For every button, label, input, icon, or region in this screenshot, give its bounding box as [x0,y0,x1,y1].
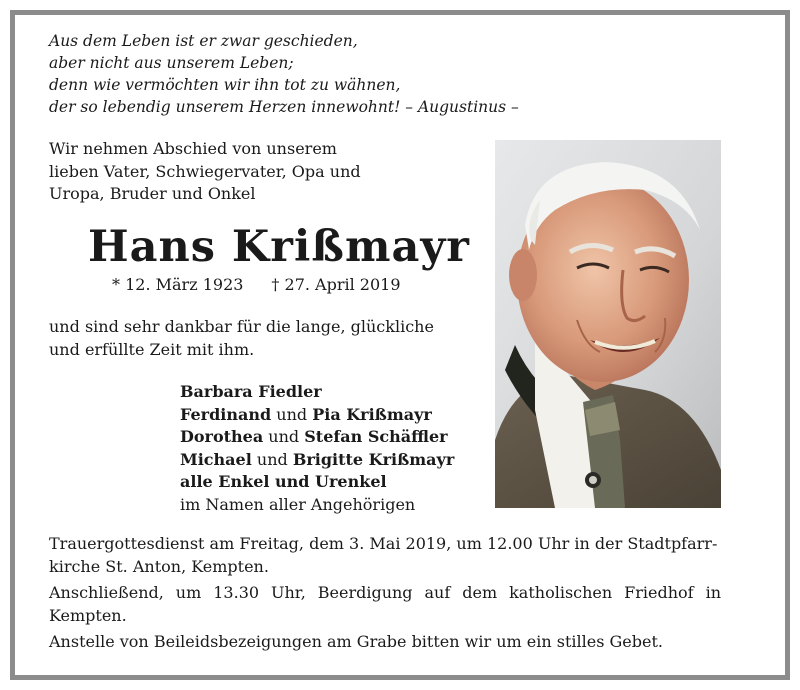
memorial-quote [49,30,519,118]
quote-line: aber nicht aus unserem Leben; [49,54,294,72]
intro-line: Wir nehmen Abschied von unserem [49,139,337,158]
birth-date: * 12. März 1923 [112,275,244,294]
mourner-line: Barbara Fiedler [180,382,322,401]
mourner-line: alle Enkel und Urenkel [180,472,387,492]
intro-line: lieben Vater, Schwiegervater, Opa und [49,161,361,181]
quote-line: der so lebendig unserem Herzen innewohnt! – Augustinus – [49,98,519,116]
quote-line: Aus dem Leben ist er zwar geschieden, [49,32,358,50]
mourner-line: Ferdinand und Pia Krißmayr [180,404,432,424]
mourners-list [180,381,454,517]
farewell-intro [49,138,361,206]
gratitude-text [49,316,434,361]
intro-line: Uropa, Bruder und Onkel [49,184,256,203]
quote-line: denn wie vermöchten wir ihn tot zu wähnen, [49,76,401,94]
mourner-line: im Namen aller Angehörigen [180,494,416,514]
burial-paragraph: Anschließend, um 13.30 Uhr, Beerdigung auf dem katholischen Friedhof in Kempten. [49,583,721,625]
deceased-name: Hans Krißmayr [88,222,470,272]
service-paragraph: Trauergottesdienst am Freitag, dem 3. Mai 2019, um 12.00 Uhr in der Stadtpfarr- kirche St. Anton, Kempten. [49,534,718,576]
gratitude-line: und erfüllte Zeit mit ihm. [49,339,255,359]
mourner-line: Michael und Brigitte Krißmayr [180,449,455,469]
mourner-line: Dorothea und Stefan Schäffler [180,427,448,447]
funeral-service-info [49,532,721,656]
death-date: † 27. April 2019 [271,275,401,294]
portrait-photo [495,140,721,508]
condolence-note: Anstelle von Beileidsbezeigungen am Grabe bitten wir um ein stilles Gebet. [49,632,663,651]
gratitude-line: und sind sehr dankbar für die lange, glückliche [49,317,434,336]
life-dates [112,275,401,294]
